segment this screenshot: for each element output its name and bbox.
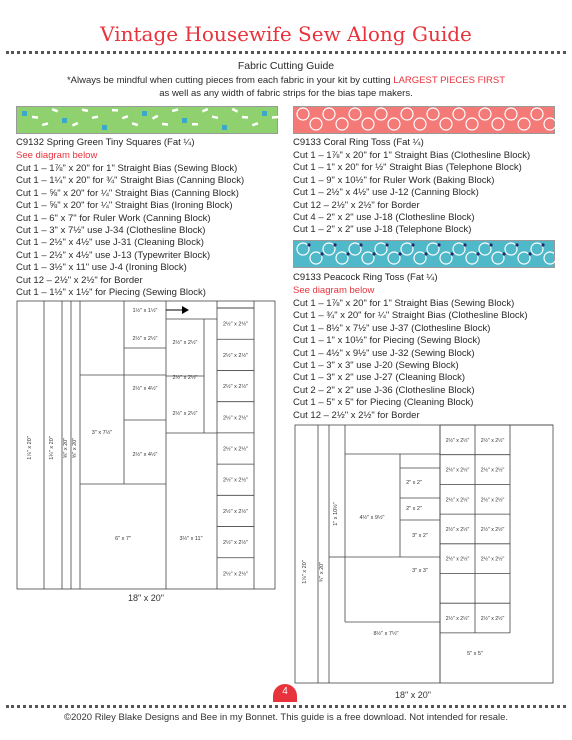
cut-line: Cut 1 – 2½" x 4½" use J-13 (Typewriter Block) — [16, 249, 211, 261]
strip-label: 1¼" x 20" — [49, 436, 55, 460]
square-label: 2½" x 2½" — [222, 571, 249, 578]
strip-label: 1" x 10½" — [333, 502, 339, 526]
piece-label: 3" x 2" — [412, 533, 428, 539]
piece-label: 6" x 7" — [115, 536, 131, 542]
note-highlight: LARGEST PIECES FIRST — [393, 75, 506, 86]
green-fabric-swatch — [16, 106, 278, 134]
piece-label: 2½" x 2½" — [172, 340, 198, 346]
square-mark — [222, 125, 227, 130]
green-fabric-title: C9132 Spring Green Tiny Squares (Fat ¼) — [16, 137, 195, 148]
piece-label: 2½" x 4½" — [132, 452, 158, 458]
dash-mark — [192, 123, 198, 126]
green-cutting-diagram — [14, 298, 280, 606]
section-subtitle: Fabric Cutting Guide — [237, 60, 335, 72]
peacock-see-diagram: See diagram below — [293, 285, 375, 296]
piece-label: 2" x 2" — [406, 506, 422, 512]
fabric-size-label: 18" x 20" — [128, 593, 164, 603]
piece-label: 2" x 2" — [406, 480, 422, 486]
cut-line: Cut 1 – 5" x 5" for Piecing (Cleaning Block) — [293, 397, 474, 409]
dot-mark — [346, 252, 349, 255]
square-label: 2½" x 2½" — [445, 556, 470, 563]
square-label: 2½" x 2½" — [222, 415, 249, 422]
cut-line: Cut 12 – 2½" x 2½" for Border — [293, 199, 420, 211]
cut-line: Cut 12 – 2½" x 2½" for Border — [16, 274, 143, 286]
peacock-cutting-diagram — [292, 422, 558, 704]
piece-label: 3½" x 11" — [179, 536, 203, 542]
dot-mark — [307, 243, 310, 246]
coral-fabric-title: C9133 Coral Ring Toss (Fat ¼) — [293, 137, 424, 148]
dash-mark — [242, 116, 248, 119]
cut-line: Cut 1 – 9" x 10½" for Ruler Work (Baking Block) — [293, 174, 495, 186]
square-label: 2½" x 2½" — [222, 477, 249, 484]
piece-label: 3" x 7½" — [91, 430, 113, 436]
coral-cut-list — [293, 150, 530, 237]
square-mark — [102, 125, 107, 130]
square-label: 2½" x 2½" — [445, 616, 470, 623]
cut-line: Cut 1 – 6" x 7" for Ruler Work (Canning Block) — [16, 212, 211, 224]
square-label: 2½" x 2½" — [445, 497, 470, 504]
dot-mark — [476, 252, 479, 255]
dot-mark — [411, 243, 414, 246]
peacock-fabric-title: C9133 Peacock Ring Toss (Fat ¼) — [293, 272, 438, 283]
piece-label: 2½" x 4½" — [132, 386, 158, 392]
green-cut-list — [16, 163, 244, 299]
piece-label: 2½" x 2½" — [132, 336, 158, 342]
coral-fabric-swatch — [293, 106, 555, 134]
dot-mark — [489, 243, 492, 246]
piece-label: 2½" x 2½" — [172, 411, 198, 417]
cut-line: Cut 1 – ⅝" x 20" for ¼" Straight Bias (Ironing Block) — [16, 200, 233, 212]
cut-line: Cut 1 – ⅝" x 20" for ¼" Straight Bias (Canning Block) — [16, 187, 239, 199]
fabric-outline — [295, 425, 553, 683]
square-label: 2½" x 2½" — [445, 467, 470, 474]
divider-bottom — [6, 705, 566, 708]
square-mark — [262, 111, 267, 116]
dot-mark — [385, 243, 388, 246]
dot-mark — [450, 252, 453, 255]
dot-mark — [320, 252, 323, 255]
green-see-diagram: See diagram below — [16, 150, 98, 161]
dot-mark — [502, 252, 505, 255]
square-mark — [62, 118, 67, 123]
cut-line: Cut 1 – 3½" x 11" use J-4 (Ironing Block) — [16, 262, 187, 274]
cut-line: Cut 12 – 2½" x 2½" for Border — [293, 409, 420, 421]
fabric-size-label: 18" x 20" — [395, 690, 431, 700]
square-label: 2½" x 2½" — [480, 556, 505, 563]
square-label: 2½" x 2½" — [222, 446, 249, 453]
square-mark — [182, 118, 187, 123]
piece-label: 5" x 5" — [467, 651, 483, 657]
cut-line: Cut 1 – 2" x 2" use J-18 (Telephone Block) — [293, 224, 472, 236]
piece-label: 4½" x 9½" — [359, 515, 385, 521]
dash-mark — [272, 116, 278, 119]
dot-mark — [372, 252, 375, 255]
cut-line: Cut 1 – 1⅞" x 20" for 1" Straight Bias (Sewing Block) — [293, 298, 515, 309]
dot-mark — [515, 243, 518, 246]
footer-copyright: ©2020 Riley Blake Designs and Bee in my Bonnet. This guide is a free download. Not intended for resale. — [63, 712, 509, 723]
cut-line: Cut 1 – 2½" x 4½" use J-31 (Cleaning Block) — [16, 237, 204, 249]
cut-line: Cut 2 – 2" x 2" use J-36 (Clothesline Block) — [293, 384, 475, 396]
square-label: 2½" x 2½" — [222, 321, 249, 328]
piece-label: 8½" x 7½" — [373, 631, 399, 637]
cut-line: Cut 1 – 8½" x 7½" use J-37 (Clothesline Block) — [293, 322, 491, 334]
strip-label: 1⅞" x 20" — [302, 560, 308, 584]
square-label: 2½" x 2½" — [222, 508, 249, 515]
cut-line: Cut 1 – 1⅞" x 20" for 1" Straight Bias (Clothesline Block) — [293, 150, 531, 161]
square-label: 2½" x 2½" — [445, 437, 470, 444]
piece-label: 1½" x 1½" — [132, 308, 158, 314]
peacock-fabric-swatch — [293, 240, 555, 268]
square-mark — [142, 111, 147, 116]
cut-line: Cut 1 – 1¼" x 20" for ¾" Straight Bias (Canning Block) — [16, 175, 245, 187]
cut-line: Cut 1 – 1½" x 1½" for Piecing (Sewing Block) — [16, 287, 206, 299]
square-label: 2½" x 2½" — [480, 616, 505, 623]
square-label: 2½" x 2½" — [480, 526, 505, 533]
strip-label: ⅝" x 20" — [72, 437, 78, 459]
cut-line: Cut 1 – 1⅞" x 20" for 1" Straight Bias (Sewing Block) — [16, 163, 238, 174]
strip-label: ⅝" x 20" — [63, 437, 69, 459]
cut-line: Cut 1 – 1" x 10½" for Piecing (Sewing Block) — [293, 335, 481, 347]
square-label: 2½" x 2½" — [222, 540, 249, 547]
note-line2: as well as any width of fabric strips for the bias tape makers. — [159, 88, 413, 99]
piece-label: 2½" x 2½" — [172, 375, 198, 381]
cutting-note — [40, 74, 532, 100]
square-label: 2½" x 2½" — [480, 467, 505, 474]
piece-label: 3" x 3" — [412, 568, 428, 574]
dot-mark — [541, 243, 544, 246]
dot-mark — [424, 252, 427, 255]
cut-line: Cut 1 – 2½" x 4½" use J-12 (Canning Block) — [293, 187, 479, 199]
arrow-icon — [182, 306, 189, 314]
page-number: 4 — [273, 684, 297, 702]
note-prefix: *Always be mindful when cutting pieces from each fabric in your kit by cutting — [66, 75, 394, 86]
dot-mark — [463, 243, 466, 246]
cut-line: Cut 1 – 3" x 7½" use J-34 (Clothesline Block) — [16, 225, 206, 237]
cut-line: Cut 1 – 3" x 3" use J-20 (Sewing Block) — [293, 360, 459, 372]
dash-mark — [112, 109, 118, 112]
square-label: 2½" x 2½" — [480, 437, 505, 444]
cut-line: Cut 4 – 2" x 2" use J-18 (Clothesline Block) — [293, 212, 475, 224]
square-label: 2½" x 2½" — [222, 352, 249, 359]
dot-mark — [333, 243, 336, 246]
page-title: Vintage Housewife Sew Along Guide — [100, 22, 472, 46]
cut-line: Cut 1 – 3" x 2" use J-27 (Cleaning Block) — [293, 372, 466, 384]
strip-label: ¾" x 20" — [319, 561, 325, 583]
peacock-cut-list — [293, 298, 528, 422]
square-label: 2½" x 2½" — [480, 497, 505, 504]
dot-mark — [359, 243, 362, 246]
square-mark — [22, 111, 27, 116]
cut-line: Cut 1 – 1" x 20" for ½" Straight Bias (Telephone Block) — [293, 162, 522, 174]
dot-mark — [398, 252, 401, 255]
cut-line: Cut 1 – 4½" x 9½" use J-32 (Sewing Block) — [293, 347, 475, 359]
dot-mark — [528, 252, 531, 255]
cut-line: Cut 1 – ¾" x 20" for ¼" Straight Bias (Clothesline Block) — [293, 310, 528, 322]
square-label: 2½" x 2½" — [222, 384, 249, 391]
dot-mark — [437, 243, 440, 246]
strip-label: 1⅞" x 20" — [27, 436, 33, 460]
divider-top — [6, 51, 566, 54]
square-label: 2½" x 2½" — [445, 526, 470, 533]
